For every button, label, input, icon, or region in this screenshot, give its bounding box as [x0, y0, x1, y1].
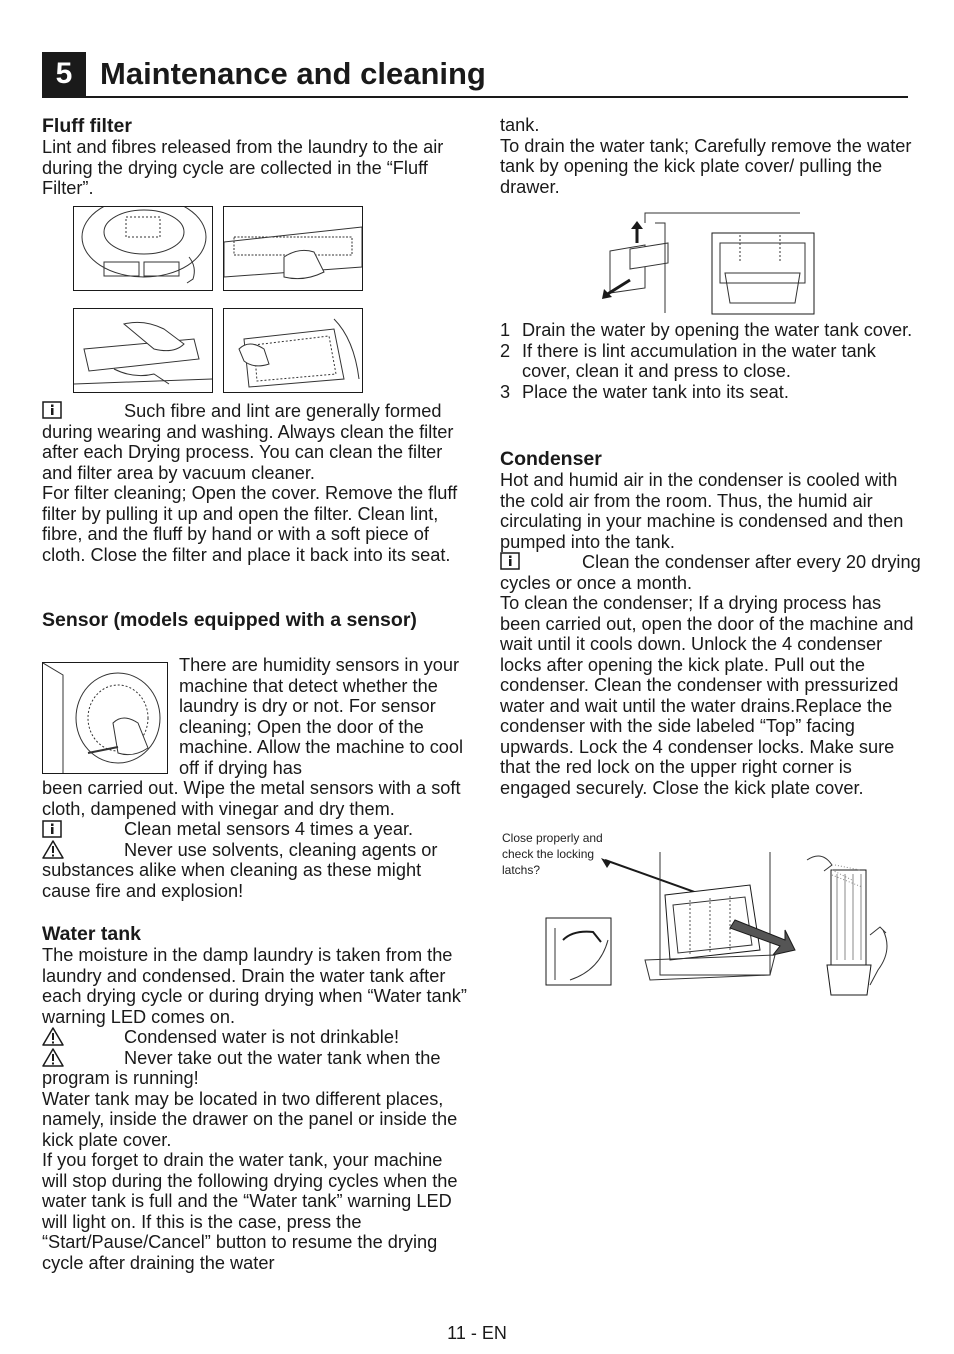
- condenser-intro: Hot and humid air in the condenser is cooled with the cold air from the room. Thus, the humid air circulating in your machine is condensed and then pumped into the tank.: [500, 470, 904, 552]
- list-item: 3 Place the water tank into its seat.: [500, 381, 789, 402]
- right-column-top: [500, 115, 920, 197]
- sensor-warning: Never use solvents, cleaning agents or substances alike when cleaning as these might cause fire and explosion!: [42, 839, 438, 901]
- sensor-info: Clean metal sensors 4 times a year.: [124, 819, 414, 839]
- condenser-block: [500, 448, 926, 798]
- section-header: [42, 52, 908, 98]
- fluff-cleaning: For filter cleaning; Open the cover. Remove the fluff filter by pulling it up and open the filter. Clean lint, fibre, and the fluff by hand or with a soft piece of cloth. Close the filter and place it back into its seat.: [42, 483, 458, 565]
- water-tank-figure: [600, 203, 816, 315]
- water-tank-cont: tank.: [500, 115, 540, 135]
- fluff-filter-intro: Lint and fibres released from the laundry to the air during the drying cycle are collected in the “Fluff Filter”.: [42, 137, 444, 198]
- fluff-note: Such fibre and lint are generally formed during wearing and washing. Always clean the filter after each Drying process. You can clean the filter and filter area by vacuum cleaner.: [42, 401, 454, 483]
- info-icon: [42, 401, 62, 424]
- fluff-figure-4: [223, 308, 363, 393]
- condenser-info: Clean the condenser after every 20 drying cycles or once a month.: [500, 552, 921, 593]
- list-item: 1 Drain the water by opening the water tank cover.: [500, 320, 913, 340]
- page-title: Maintenance and cleaning: [100, 56, 486, 91]
- list-item: 2 If there is lint accumulation in the water tank cover, clean it and press to close.: [500, 340, 876, 381]
- sensor-text-block: [179, 655, 470, 778]
- water-tank-block: [42, 923, 470, 1273]
- fluff-filter-heading: Fluff filter: [42, 115, 132, 137]
- condenser-figure-caption: Close properly and check the locking latchs?: [502, 831, 603, 877]
- water-tank-forget: If you forget to drain the water tank, your machine will stop during the following drying cycles when the water tank is full and the “Water tank” warning LED will light on. If this is the case, press the “Start/Pause/Cancel” button to resume the drying cycle after draining the water: [42, 1150, 458, 1273]
- water-tank-heading: Water tank: [42, 923, 141, 945]
- sensor-text: There are humidity sensors in your machine that detect whether the laundry is dry or not. For sensor cleaning; Open the door of the machine. Allow the machine to cool off if drying has: [179, 655, 464, 778]
- section-number: 5: [42, 52, 86, 96]
- condenser-instructions: To clean the condenser; If a drying process has been carried out, open the door of the machine and wait until it cools down. Unlock the 4 condenser locks after opening the kick plate. Pull out the condenser. Clean the condenser with pressurized water and wait until the water drains.Replace the condenser with the side labeled “Top” facing upwards. Lock the 4 condenser locks. Make sure that the red lock on the upper right corner is engaged securely. Close the kick plate cover.: [500, 593, 914, 798]
- warning-icon: [42, 1048, 64, 1072]
- water-tank-location: Water tank may be located in two different places, namely, inside the drawer on the panel or inside the kick plate cover.: [42, 1088, 458, 1150]
- sensor-figure: [42, 662, 168, 774]
- fluff-figure-2: [223, 206, 363, 291]
- condenser-heading: Condenser: [500, 448, 602, 470]
- fluff-note-block: [42, 401, 470, 565]
- sensor-heading: Sensor (models equipped with a sensor): [42, 609, 417, 631]
- condenser-figure: [545, 850, 915, 1000]
- water-tank-intro: The moisture in the damp laundry is taken from the laundry and condensed. Drain the water tank after each drying cycle or during drying when “Water tank” warning LED comes on.: [42, 945, 467, 1027]
- water-tank-steps: [500, 320, 920, 402]
- water-tank-warning-2: Never take out the water tank when the program is running!: [42, 1047, 441, 1088]
- sensor-text-cont-block: [42, 778, 470, 901]
- fluff-figure-3: [73, 308, 213, 393]
- info-icon: [500, 552, 520, 575]
- page-number: 11 - EN: [447, 1323, 507, 1343]
- sensor-text-cont: been carried out. Wipe the metal sensors with a soft cloth, dampened with vinegar and dry them.: [42, 778, 461, 819]
- sensor-heading-block: [42, 609, 470, 632]
- fluff-figure-1: [73, 206, 213, 291]
- left-column-top: [42, 115, 470, 199]
- water-tank-drain: To drain the water tank; Carefully remove the water tank by opening the kick plate cover/ pulling the drawer.: [500, 135, 912, 197]
- warning-icon: [42, 840, 64, 864]
- water-tank-warning-1: Condensed water is not drinkable!: [124, 1027, 399, 1047]
